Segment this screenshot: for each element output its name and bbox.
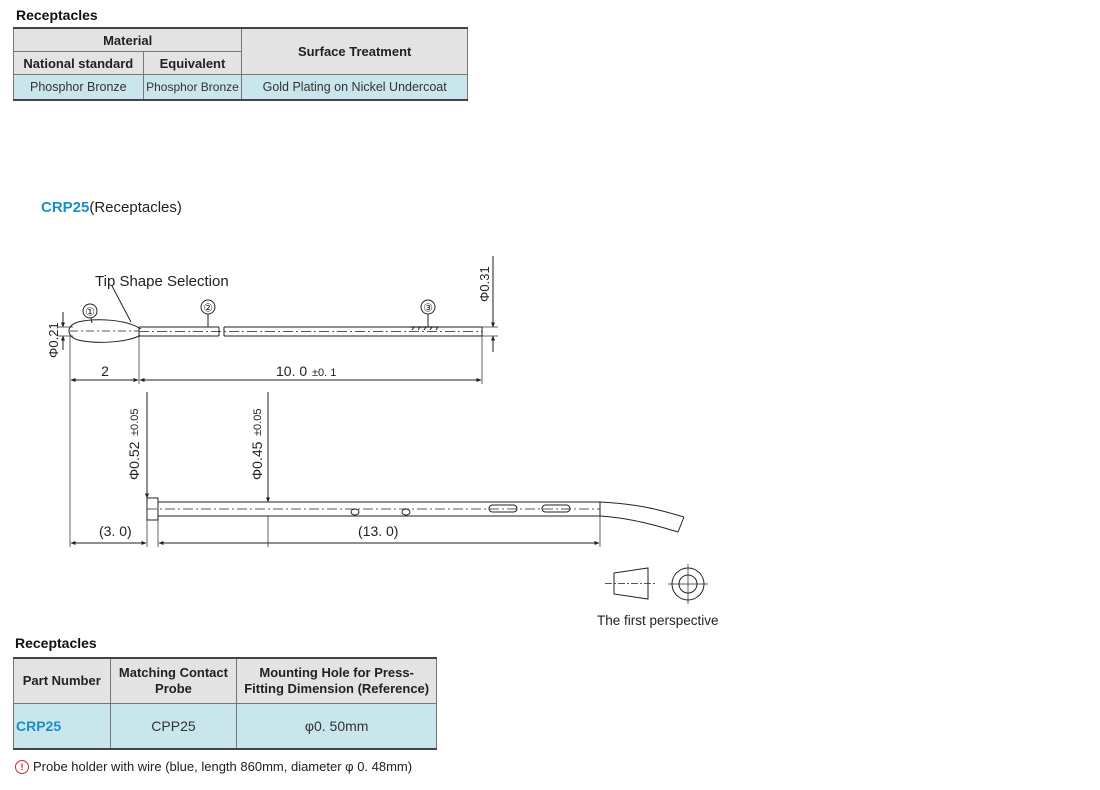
callout-1-label: ① — [85, 306, 95, 319]
top-section-heading: Receptacles — [16, 7, 98, 23]
footnote-text: Probe holder with wire (blue, length 860mm, diameter φ 0. 48mm) — [33, 759, 413, 774]
dim-phi-0-31: Φ0.31 — [477, 266, 492, 302]
mounting-hole-cell: φ0. 50mm — [237, 704, 437, 750]
part-number-header: Part Number — [14, 658, 111, 704]
warning-icon: ! — [15, 760, 29, 774]
dim-2: 2 — [101, 363, 109, 379]
receptacles-table — [13, 657, 437, 750]
perspective-label: The first perspective — [597, 613, 719, 628]
surface-treatment-cell: Gold Plating on Nickel Undercoat — [242, 75, 468, 101]
matching-probe-header: Matching Contact Probe — [110, 658, 237, 704]
national-standard-header: National standard — [14, 52, 144, 75]
mounting-hole-header: Mounting Hole for Press-Fitting Dimension (Reference) — [237, 658, 437, 704]
bottom-section-heading: Receptacles — [15, 635, 97, 651]
probe-holder — [147, 498, 684, 532]
dim-10: 10. 0 — [276, 363, 308, 379]
dim-phi-0-45-tolerance: ±0.05 — [252, 408, 264, 436]
dim-13: (13. 0) — [358, 523, 399, 539]
material-header: Material — [14, 28, 242, 52]
footnote — [15, 759, 412, 774]
callout-3-label: ③ — [423, 302, 433, 315]
dim-10-tolerance: ±0. 1 — [312, 367, 337, 379]
surface-treatment-header: Surface Treatment — [242, 28, 468, 75]
matching-probe-cell: CPP25 — [110, 704, 237, 750]
table-row — [14, 704, 437, 750]
national-standard-cell: Phosphor Bronze — [14, 75, 144, 101]
dim-3: (3. 0) — [99, 523, 132, 539]
dim-phi-0-45: Φ0.45 — [249, 441, 265, 480]
dim-phi-0-21: Φ0.21 — [46, 322, 61, 358]
dim-phi-0-52-tolerance: ±0.05 — [129, 408, 141, 436]
dim-phi-0-52: Φ0.52 — [126, 441, 142, 480]
equivalent-header: Equivalent — [143, 52, 242, 75]
tip-shape-label: Tip Shape Selection — [95, 273, 229, 290]
drawing-part-number: CRP25 — [41, 199, 90, 216]
drawing-part-suffix: (Receptacles) — [89, 199, 182, 216]
receptacle-pin — [69, 320, 482, 343]
projection-symbol — [605, 564, 708, 604]
part-number-cell: CRP25 — [14, 704, 111, 750]
callout-2-label: ② — [203, 302, 213, 315]
equivalent-cell: Phosphor Bronze — [143, 75, 242, 101]
